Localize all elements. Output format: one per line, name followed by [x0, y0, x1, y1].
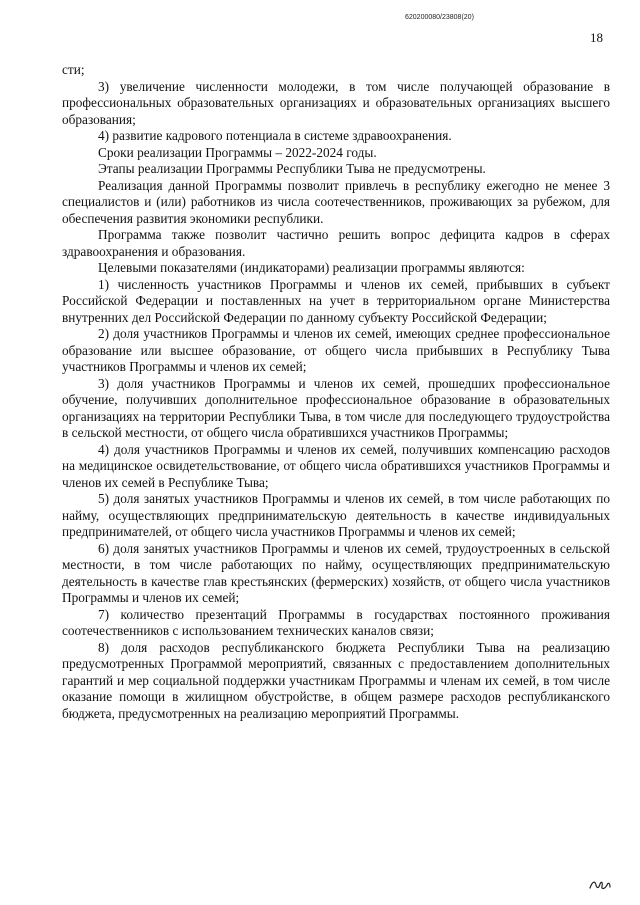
paragraph: Этапы реализации Программы Республики Тыва не предусмотрены.: [98, 161, 486, 176]
handwritten-initials: [588, 876, 612, 892]
paragraph: 3) увеличение численности молодежи, в том числе получающей образование в профессиональных образовательных организациях и образовательных организациях высшего образования;: [62, 78, 610, 127]
document-id: 620200080/23808(20): [405, 14, 474, 21]
paragraph: Сроки реализации Программы – 2022-2024 годы.: [98, 144, 377, 160]
paragraph: Реализация данной Программы позволит привлечь в республику ежегодно не менее 3 специалистов и (или) работников из числа соотечественников, проживающих за рубежом, для обеспечения развития экономики республики.: [62, 177, 610, 226]
paragraph: 4) доля участников Программы и членов их семей, получивших компенсацию расходов на медицинское освидетельствование, от общего числа обратившихся участников Программы и членов их семей в Республике Тыва;: [62, 441, 610, 490]
paragraph: 8) доля расходов республиканского бюджета Республики Тыва на реализацию предусмотренных Программой мероприятий, связанных с предоставлением дополнительных гарантий и мер социальной поддержки участникам Программы и членам их семей, в том числе оказание помощи в жилищном обустройстве, в общем размере расходов республиканского бюджета, предусмотренных на реализацию мероприятий Программы.: [62, 639, 610, 721]
paragraph: Целевыми показателями (индикаторами) реализации программы являются:: [98, 260, 525, 275]
document-body: [62, 62, 610, 722]
paragraph: 2) доля участников Программы и членов их семей, имеющих среднее профессиональное образование или высшее образование, от общего числа прибывших в Республику Тыва участников Программы и членов их семей;: [62, 326, 610, 374]
paragraph: 3) доля участников Программы и членов их семей, прошедших профессиональное обучение, получивших дополнительное профессиональное образование в образовательных организациях на территории Республики Тыва, в том числе для последующего трудоустройства в сельской местности, от общего числа обратившихся участников Программы;: [62, 375, 610, 440]
paragraph: 4) развитие кадрового потенциала в системе здравоохранения.: [98, 128, 452, 143]
paragraph: Программа также позволит частично решить вопрос дефицита кадров в сферах здравоохранения и образования.: [62, 227, 610, 259]
page-number: 18: [590, 30, 603, 45]
paragraph: 1) численность участников Программы и членов их семей, прибывших в субъект Российской Федерации и поставленных на учет в территориальном органе Министерства внутренних дел Российской Федерации по данному субъекту Российской Федерации;: [62, 276, 610, 325]
paragraph: сти;: [62, 62, 85, 77]
paragraph: 7) количество презентаций Программы в государствах постоянного проживания соотечественников с использованием технических каналов связи;: [62, 606, 610, 638]
paragraph: 5) доля занятых участников Программы и членов их семей, в том числе работающих по найму, осуществляющих предпринимательскую деятельность в качестве индивидуальных предпринимателей, от общего числа участников Программы и членов их семей;: [62, 491, 610, 539]
paragraph: 6) доля занятых участников Программы и членов их семей, трудоустроенных в сельской местности, в том числе работающих по найму, осуществляющих предпринимательскую деятельность в качестве глав крестьянских (фермерских) хозяйств, от общего числа участников Программы и членов их семей;: [62, 540, 610, 605]
